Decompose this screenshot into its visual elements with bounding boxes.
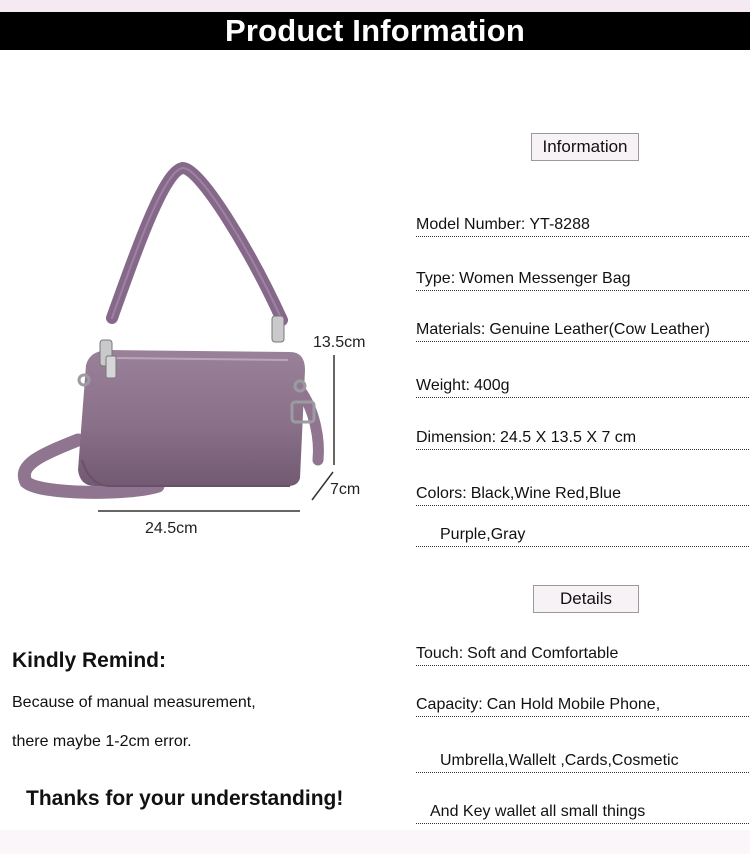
spec-weight-key: Weight:: [416, 377, 470, 394]
spec-dimension: [416, 428, 749, 450]
detail-touch: [416, 644, 749, 666]
spec-colors: [416, 484, 749, 506]
remind-line-2: there maybe 1-2cm error.: [12, 733, 192, 750]
spec-model-key: Model Number:: [416, 216, 526, 233]
thanks-text: Thanks for your understanding!: [26, 787, 344, 810]
detail-capacity: [416, 695, 749, 717]
height-label: 13.5cm: [313, 334, 366, 351]
spec-materials: [416, 320, 749, 342]
spec-model-value: YT-8288: [529, 216, 590, 233]
details-label: Details: [533, 585, 639, 613]
spec-colors-key: Colors:: [416, 485, 467, 502]
remind-title: Kindly Remind:: [12, 649, 167, 672]
depth-label: 7cm: [330, 481, 361, 498]
remind-line-1: Because of manual measurement,: [12, 694, 256, 711]
spec-materials-value: Genuine Leather(Cow Leather): [489, 321, 710, 338]
spec-type-value: Women Messenger Bag: [459, 270, 631, 287]
spec-dimension-value: 24.5 X 13.5 X 7 cm: [500, 429, 637, 446]
detail-capacity-continuation-2: And Key wallet all small things: [416, 802, 749, 824]
information-label: Information: [531, 133, 639, 161]
bottom-strip: [0, 830, 750, 854]
top-strip: [0, 0, 750, 12]
detail-capacity-key: Capacity:: [416, 696, 483, 713]
spec-colors-continuation: Purple,Gray: [416, 525, 749, 547]
detail-touch-value: Soft and Comfortable: [467, 645, 619, 662]
detail-capacity-continuation-1: Umbrella,Wallelt ,Cards,Cosmetic: [416, 751, 749, 773]
spec-weight: [416, 376, 749, 398]
spec-dimension-key: Dimension:: [416, 429, 497, 446]
page-title: Product Information: [0, 12, 750, 50]
width-label: 24.5cm: [145, 520, 198, 537]
spec-materials-key: Materials:: [416, 321, 486, 338]
detail-capacity-value: Can Hold Mobile Phone,: [486, 696, 661, 713]
detail-touch-key: Touch:: [416, 645, 464, 662]
spec-model: [416, 215, 749, 237]
spec-type-key: Type:: [416, 270, 456, 287]
spec-weight-value: 400g: [473, 377, 510, 394]
spec-colors-value: Black,Wine Red,Blue: [470, 485, 621, 502]
spec-type: [416, 269, 749, 291]
